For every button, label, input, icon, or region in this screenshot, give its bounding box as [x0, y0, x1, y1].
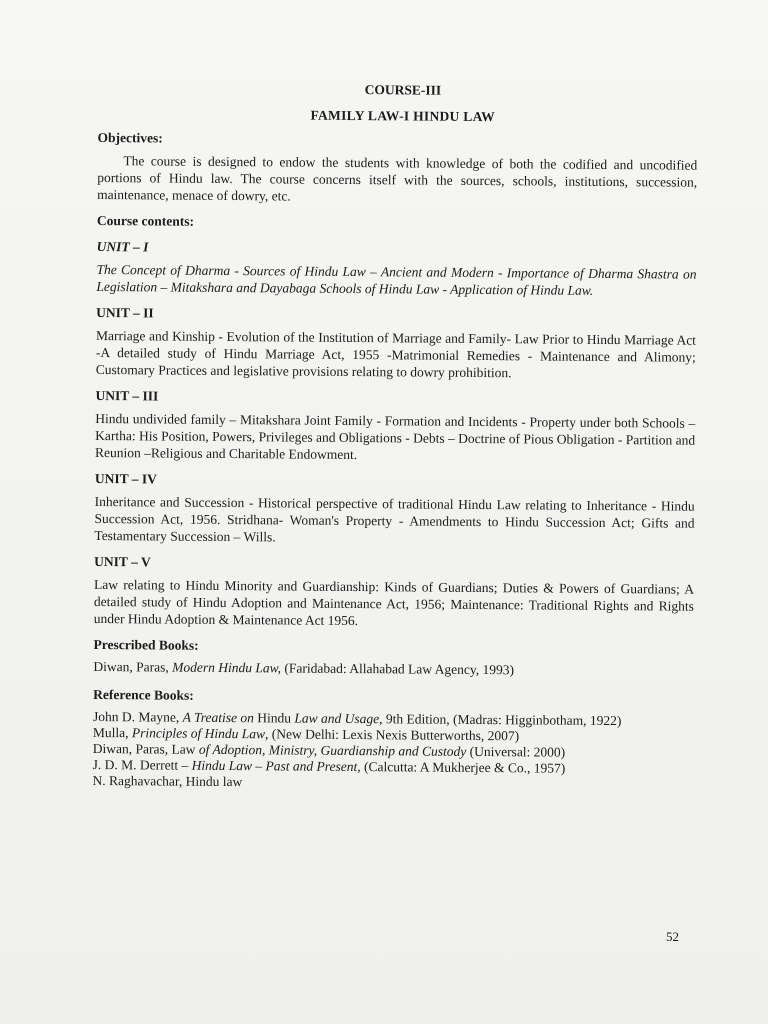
prescribed-books-heading: Prescribed Books: [93, 636, 199, 653]
reference-book-item: N. Raghavachar, Hindu law [92, 772, 243, 790]
course-number: COURSE-III [364, 82, 442, 98]
unit-3-text: Hindu undivided family – Mitakshara Joint Family - Formation and Incidents - Property under both Schools – Kartha: His Position, Powers, Privileges and Obligations - Debts – Doctrine of Pious Obligation - Partition and Reunion –Religious and Charitable Endowment. [95, 410, 696, 463]
reference-book-item: Mulla, Principles of Hindu Law, (New Delhi: Lexis Nexis Butterworths, 2007) [92, 724, 520, 744]
reference-book-item: John D. Mayne, A Treatise on Hindu Law and Usage, 9th Edition, (Madras: Higginbotham, 1922) [92, 708, 622, 729]
unit-1-heading: UNIT – I [96, 238, 149, 255]
page-number: 52 [666, 929, 679, 944]
unit-4-heading: UNIT – IV [94, 470, 157, 487]
course-contents-heading: Course contents: [96, 212, 195, 229]
reference-book-item: Diwan, Paras, Law of Adoption, Ministry, Guardianship and Custody (Universal: 2000) [92, 740, 566, 760]
objectives-text: The course is designed to endow the students with knowledge of both the codified and uncodified portions of Hindu law. The course concerns itself with the sources, schools, institutions, succession, maintenance, menace of dowry, etc. [97, 153, 698, 204]
course-title: FAMILY LAW-I HINDU LAW [310, 107, 496, 125]
unit-3-heading: UNIT – III [95, 387, 159, 404]
page-content [92, 80, 698, 794]
unit-5-heading: UNIT – V [94, 553, 151, 570]
prescribed-book-item: Diwan, Paras, Modern Hindu Law, (Faridabad: Allahabad Law Agency, 1993) [93, 658, 515, 678]
reference-book-item: J. D. M. Derrett – Hindu Law – Past and Present, (Calcutta: A Mukherjee & Co., 1957) [92, 756, 566, 776]
unit-1-text: The Concept of Dharma - Sources of Hindu Law – Ancient and Modern - Importance of Dharma Shastra on Legislation – Mitakshara and Dayabaga Schools of Hindu Law - Application of Hindu Law. [96, 261, 697, 298]
reference-books-heading: Reference Books: [93, 686, 194, 703]
unit-5-text: Law relating to Hindu Minority and Guardianship: Kinds of Guardians; Duties & Powers of Guardians; A detailed study of Hindu Adoption and Maintenance Act, 1956; Maintenance: Traditional Rights and Rights under Hindu Adoption & Maintenance Act 1956. [93, 576, 695, 629]
unit-4-text: Inheritance and Succession - Historical perspective of traditional Hindu Law relating to Inheritance - Hindu Succession Act, 1956. Stridhana- Woman's Property - Amendments to Hindu Succession Act; Gifts and Testamentary Succession – Wills. [94, 493, 695, 545]
unit-2-text: Marriage and Kinship - Evolution of the Institution of Marriage and Family- Law Prior to Hindu Marriage Act -A detailed study of Hindu Marriage Act, 1955 -Matrimonial Remedies - Maintenance and Alimony; Customary Practices and legislative provisions relating to dowry prohibition. [95, 327, 697, 381]
objectives-heading: Objectives: [97, 129, 163, 146]
unit-2-heading: UNIT – II [96, 304, 154, 321]
